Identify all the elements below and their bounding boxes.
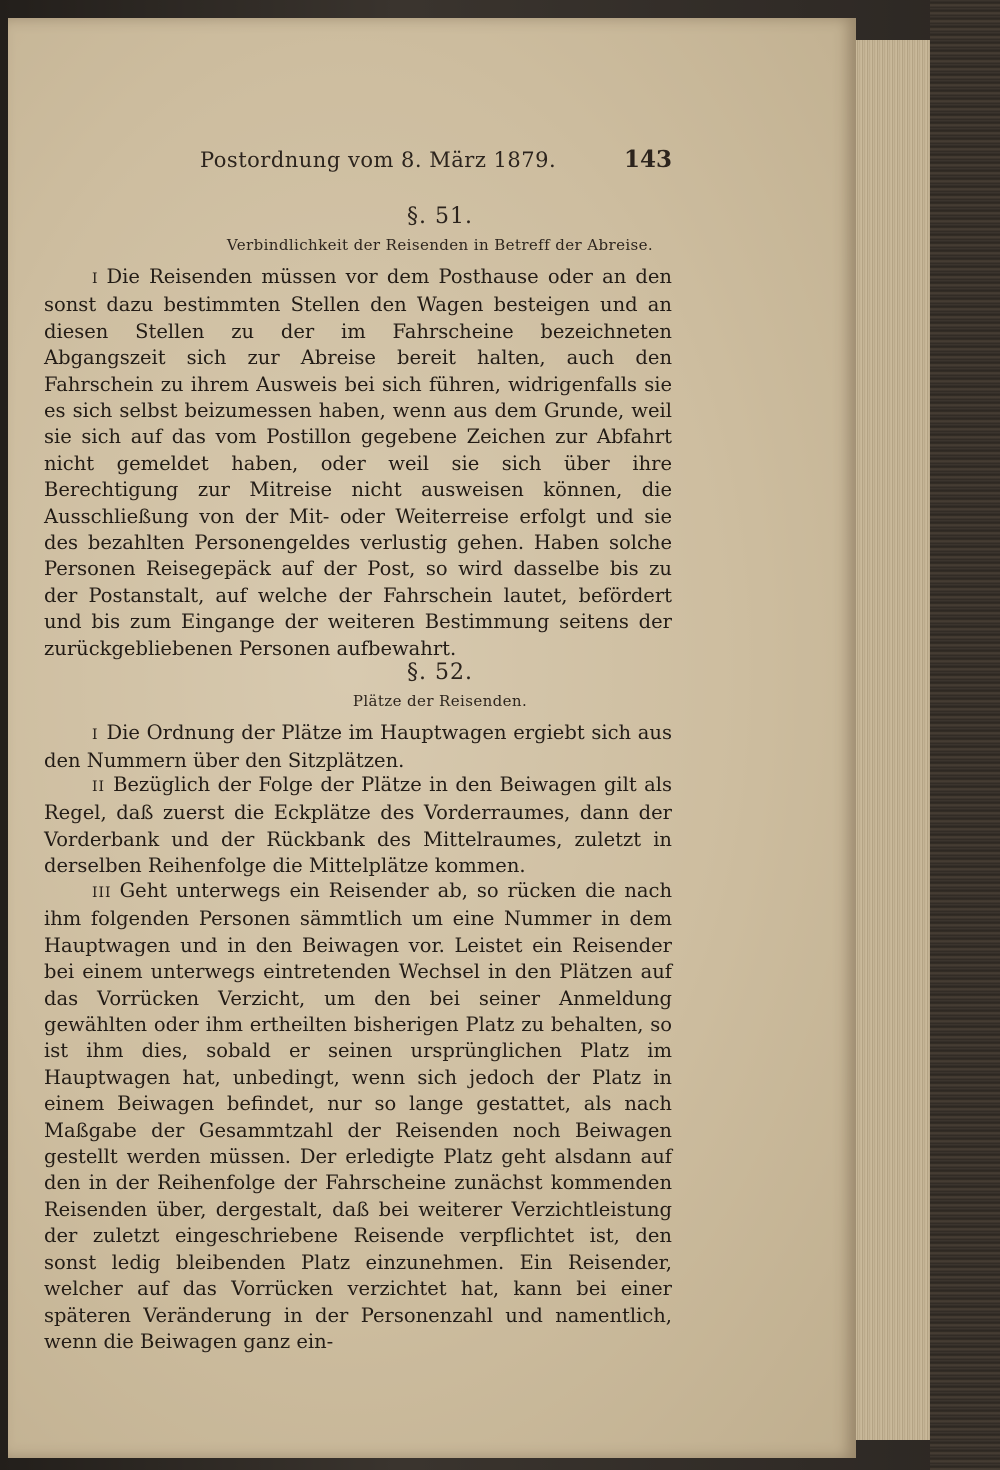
paragraph-marker: III [92,885,112,901]
page-edges [848,40,930,1440]
paragraph-52-2 [44,772,672,880]
paragraph-text: Bezüglich der Folge der Plätze in den Beiwagen gilt als Regel, daß zuerst die Eckplätze des Vorderraumes, dann der Vorderbank und der Rückbank des Mittelraumes, zuletzt in derselben Reihenfolge die Mittelplätze kommen. [44,773,672,878]
paragraph-52-1 [44,720,672,775]
paragraph-marker: II [92,779,106,795]
section-subtitle-51: Verbindlichkeit der Reisenden in Betreff der Abreise. [226,236,654,254]
running-header [200,148,672,178]
paragraph-text: Die Ordnung der Plätze im Hauptwagen ergiebt sich aus den Nummern über den Sitzplätzen. [44,721,672,773]
paragraph-text: Die Reisenden müssen vor dem Posthause oder an den sonst dazu bestimmten Stellen den Wagen besteigen und an diesen Stellen zu der im Fahrscheine bezeichneten Abgangszeit sich zur Abreise bereit halten, auch den Fahrschein zu ihrem Ausweis bei sich führen, widrigenfalls sie es sich selbst beizumessen haben, wenn aus dem Grunde, weil sie sich auf das vom Postillon gegebene Zeichen zur Abfahrt nicht gemeldet haben, oder weil sie sich über ihre Berechtigung zur Mitreise nicht ausweisen können, die Ausschließung von der Mit- oder Weiterreise erfolgt und sie des bezahlten Personengeldes verlustig gehen. Haben solche Personen Reisegepäck auf der Post, so wird dasselbe bis zu der Postanstalt, auf welche der Fahrschein lautet, befördert und bis zum Eingange der weiteren Bestimmung seitens der zurückgebliebenen Personen aufbewahrt. [44,265,672,660]
running-title: Postordnung vom 8. März 1879. [200,148,557,172]
book-spine-edge [930,0,1000,1470]
paragraph-text: Geht unterwegs ein Reisender ab, so rücken die nach ihm folgenden Personen sämmtlich um eine Nummer in dem Hauptwagen und in den Beiwagen vor. Leistet ein Reisender bei einem unterwegs eintretenden Wechsel in den Plätzen auf das Vorrücken Verzicht, um den bei seiner Anmeldung gewählten oder ihm ertheilten bisherigen Platz zu behalten, so ist ihm dies, sobald er seinen ursprünglichen Platz im Hauptwagen hat, unbedingt, wenn sich jedoch der Platz in einem Beiwagen befindet, nur so lange gestattet, als nach Maßgabe der Gesammtzahl der Reisenden noch Beiwagen gestellt werden müssen. Der erledigte Platz geht alsdann auf den in der Reihenfolge der Fahrscheine zunächst kommenden Reisenden über, dergestalt, daß bei weiterer Verzichtleistung der zuletzt eingeschriebene Reisende verpflichtet ist, den sonst ledig bleibenden Platz einzunehmen. Ein Reisender, welcher auf das Vorrücken verzichtet hat, kann bei einer späteren Veränderung in der Personenzahl und namentlich, wenn die Beiwagen ganz ein- [44,879,672,1353]
page-number: 143 [623,146,672,173]
section-subtitle-52: Plätze der Reisenden. [352,692,528,710]
paragraph-marker: I [92,271,99,287]
paragraph-marker: I [92,727,99,743]
paragraph-52-3 [44,878,672,1355]
section-heading-52: §. 52. [407,660,473,685]
paragraph-51-1 [44,264,672,662]
section-heading-51: §. 51. [407,204,473,229]
